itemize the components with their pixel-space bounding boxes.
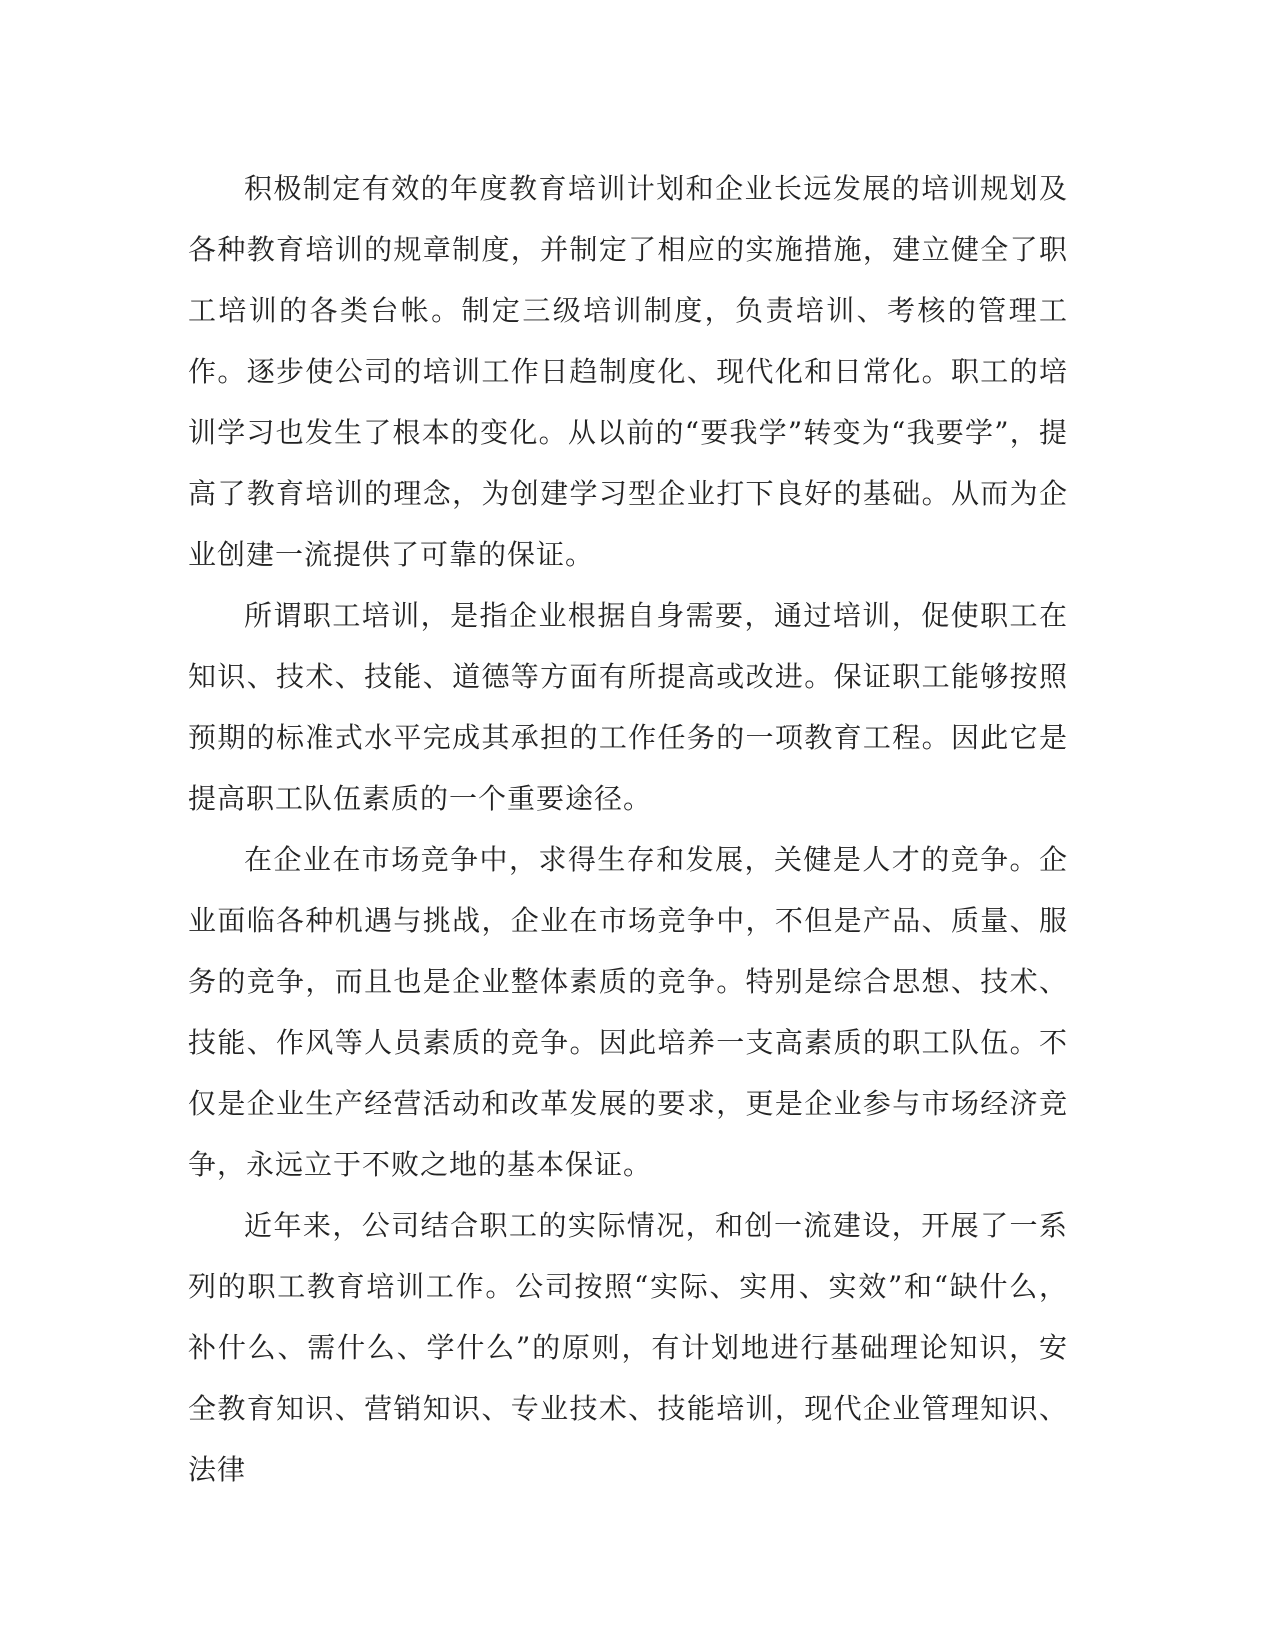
paragraph-staff-training-definition: 所谓职工培训，是指企业根据自身需要，通过培训，促使职工在知识、技术、技能、道德等方面有所提高或改进。保证职工能够按照预期的标准式水平完成其承担的工作任务的一项教育工程。因此它是提高职工队伍素质的一个重要途径。 (188, 599, 1068, 815)
paragraph-market-competition: 在企业在市场竞争中，求得生存和发展，关健是人才的竞争。企业面临各种机遇与挑战，企业在市场竞争中，不但是产品、质量、服务的竞争，而且也是企业整体素质的竞争。特别是综合思想、技术、技能、作风等人员素质的竞争。因此培养一支高素质的职工队伍。不仅是企业生产经营活动和改革发展的要求，更是企业参与市场经济竞争，永远立于不败之地的基本保证。 (188, 843, 1068, 1181)
paragraph-recent-training-work: 近年来，公司结合职工的实际情况，和创一流建设，开展了一系列的职工教育培训工作。公司按照“实际、实用、实效”和“缺什么，补什么、需什么、学什么”的原则，有计划地进行基础理论知识，安全教育知识、营销知识、专业技术、技能培训，现代企业管理知识、法律 (188, 1209, 1068, 1486)
document-body (188, 158, 1068, 1500)
paragraph-training-plan: 积极制定有效的年度教育培训计划和企业长远发展的培训规划及各种教育培训的规章制度，并制定了相应的实施措施，建立健全了职工培训的各类台帐。制定三级培训制度，负责培训、考核的管理工作。逐步使公司的培训工作日趋制度化、现代化和日常化。职工的培训学习也发生了根本的变化。从以前的“要我学”转变为“我要学”，提高了教育培训的理念，为创建学习型企业打下良好的基础。从而为企业创建一流提供了可靠的保证。 (188, 172, 1068, 571)
